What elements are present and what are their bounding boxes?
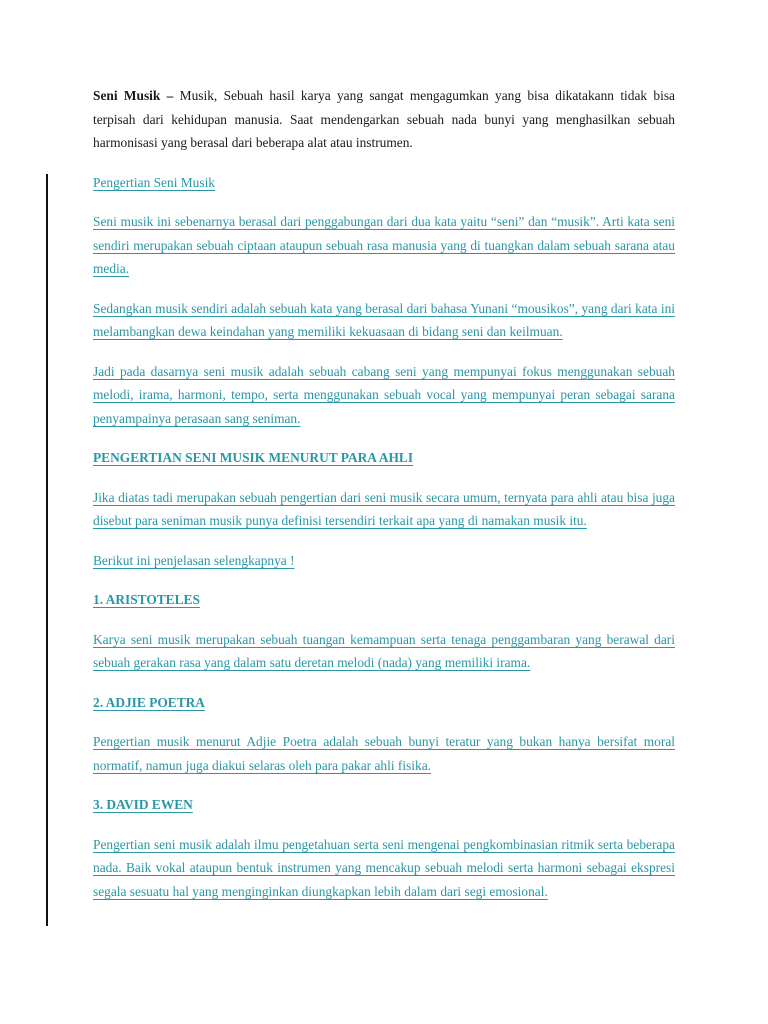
expert-text-david-ewen[interactable]: Pengertian seni musik adalah ilmu pengetahuan serta seni mengenai pengkombinasian ritmik serta beberapa nada. Baik vokal ataupun bentuk instrumen yang mencakup sebuah melodi serta harmoni sebagai ekspresi segala sesuatu hal yang menginginkan diungkapkan lebih dalam dari segi emosional.	[93, 836, 675, 899]
intro-lead: Seni Musik –	[93, 88, 174, 103]
document-body	[93, 84, 675, 903]
section1-heading[interactable]: Pengertian Seni Musik	[93, 174, 215, 190]
section1-paragraph-1[interactable]: Seni musik ini sebenarnya berasal dari penggabungan dari dua kata yaitu “seni” dan “musik”. Arti kata seni sendiri merupakan sebuah ciptaan ataupun sebuah rasa manusia yang di tuangkan dalam sebuah sarana atau media.	[93, 214, 675, 276]
intro-text: Musik, Sebuah hasil karya yang sangat mengagumkan yang bisa dikatakann tidak bisa terpisah dari kehidupan manusia. Saat mendengarkan sebuah nada bunyi yang menghasilkan sebuah harmonisasi yang berasal dari beberapa alat atau instrumen.	[93, 88, 675, 150]
margin-change-bar	[46, 174, 48, 926]
section2-paragraph-2[interactable]: Berikut ini penjelasan selengkapnya !	[93, 552, 295, 568]
expert-heading-david-ewen[interactable]: 3. DAVID EWEN	[93, 797, 193, 812]
expert-heading-adjie-poetra[interactable]: 2. ADJIE POETRA	[93, 694, 205, 710]
section1-paragraph-3[interactable]: Jadi pada dasarnya seni musik adalah sebuah cabang seni yang mempunyai fokus menggunakan sebuah melodi, irama, harmoni, tempo, serta menggunakan sebuah vocal yang mempunyai peran sebagai sarana penyampainya perasaan sang seniman.	[93, 363, 675, 426]
section2-paragraph-1[interactable]: Jika diatas tadi merupakan sebuah pengertian dari seni musik secara umum, ternyata para ahli atau bisa juga disebut para seniman musik punya definisi tersendiri terkait apa yang di namakan musik itu.	[93, 489, 675, 528]
intro-paragraph	[93, 84, 675, 155]
expert-text-adjie-poetra[interactable]: Pengertian musik menurut Adjie Poetra adalah sebuah bunyi teratur yang bukan hanya bersifat moral normatif, namun juga diakui selaras oleh para pakar ahli fisika.	[93, 734, 675, 773]
expert-heading-aristoteles[interactable]: 1. ARISTOTELES	[93, 592, 200, 607]
expert-text-aristoteles[interactable]: Karya seni musik merupakan sebuah tuangan kemampuan serta tenaga penggambaran yang berawal dari sebuah gerakan rasa yang dalam satu deretan melodi (nada) yang memiliki irama.	[93, 631, 675, 670]
section1-paragraph-2[interactable]: Sedangkan musik sendiri adalah sebuah kata yang berasal dari bahasa Yunani “mousikos”, yang dari kata ini melambangkan dewa keindahan yang memiliki kekuasaan di bidang seni dan keilmuan.	[93, 300, 675, 339]
section2-heading[interactable]: PENGERTIAN SENI MUSIK MENURUT PARA AHLI	[93, 450, 414, 465]
